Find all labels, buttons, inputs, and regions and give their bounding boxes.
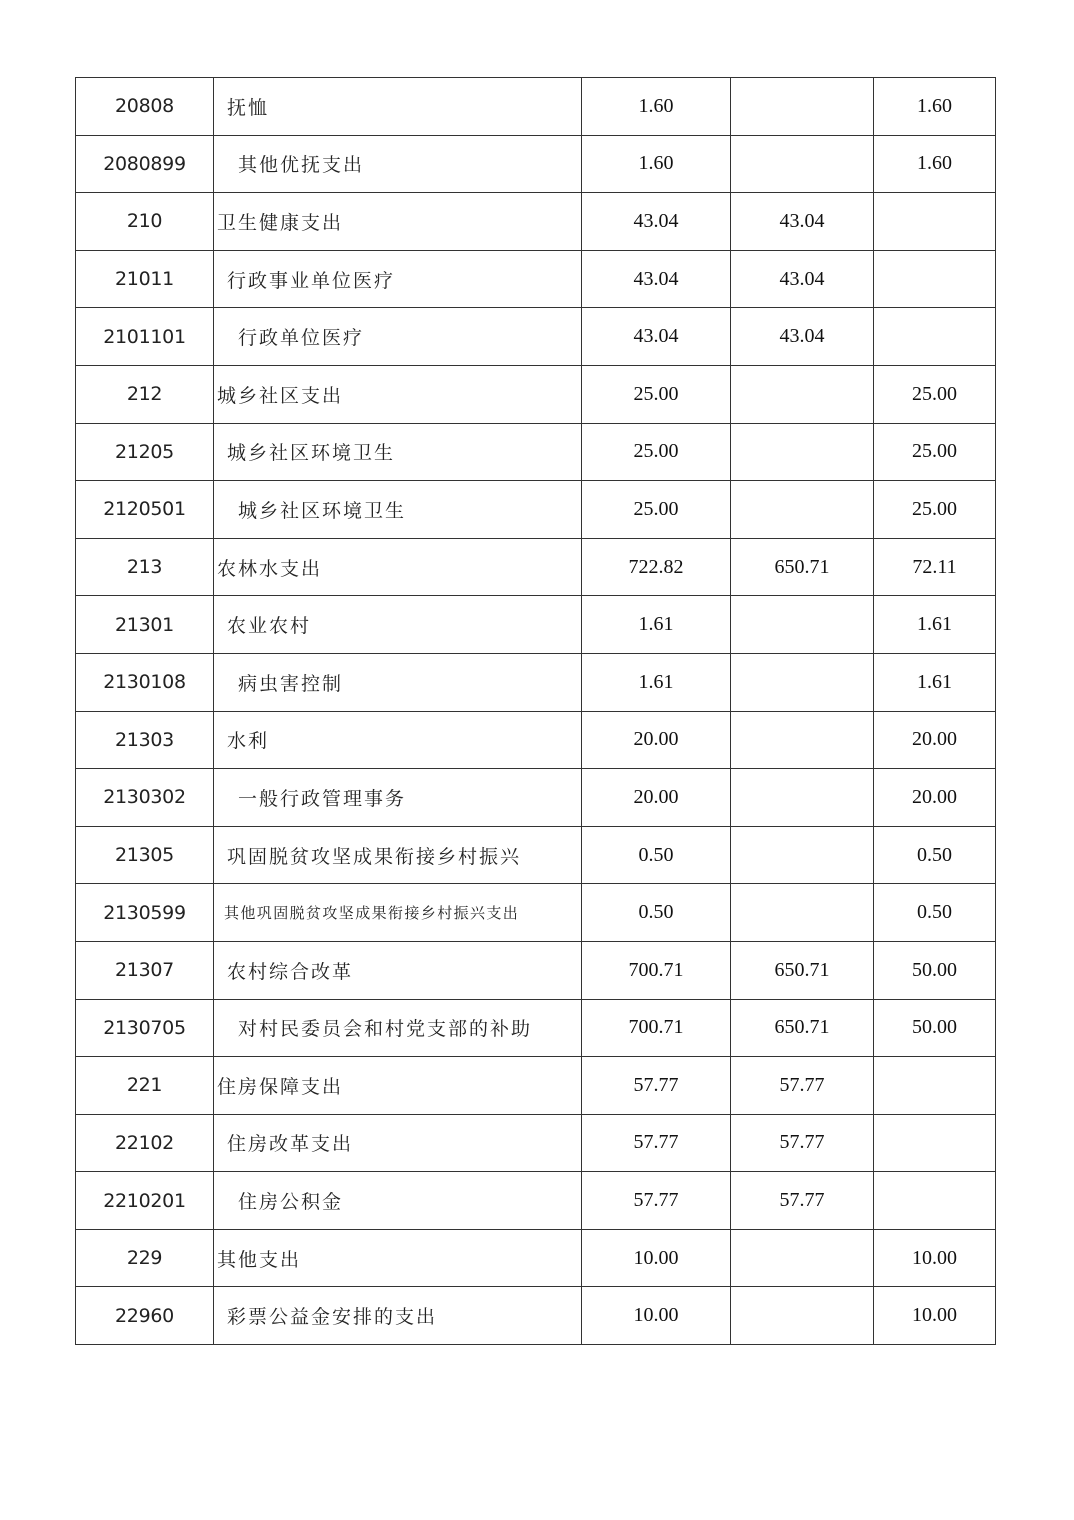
project-expense-cell: 20.00 xyxy=(874,711,996,769)
subject-code-cell: 21307 xyxy=(76,941,214,999)
table-row xyxy=(76,941,996,999)
project-expense-cell: 50.00 xyxy=(874,941,996,999)
subject-code-cell: 21205 xyxy=(76,423,214,481)
subject-name-cell: 其他巩固脱贫攻坚成果衔接乡村振兴支出 xyxy=(214,884,582,942)
subject-code-cell: 229 xyxy=(76,1229,214,1287)
project-expense-cell xyxy=(874,1114,996,1172)
total-amount-cell: 10.00 xyxy=(582,1229,731,1287)
table-row xyxy=(76,365,996,423)
total-amount-cell: 1.61 xyxy=(582,653,731,711)
basic-expense-cell: 650.71 xyxy=(731,999,874,1057)
table-row xyxy=(76,193,996,251)
subject-code-cell: 22960 xyxy=(76,1287,214,1345)
basic-expense-cell xyxy=(731,596,874,654)
total-amount-cell: 1.61 xyxy=(582,596,731,654)
subject-code-cell: 22102 xyxy=(76,1114,214,1172)
basic-expense-cell: 650.71 xyxy=(731,538,874,596)
budget-table-body xyxy=(76,78,996,1345)
total-amount-cell: 0.50 xyxy=(582,884,731,942)
table-row xyxy=(76,884,996,942)
project-expense-cell: 0.50 xyxy=(874,826,996,884)
table-row xyxy=(76,423,996,481)
subject-name-cell: 住房改革支出 xyxy=(214,1114,582,1172)
subject-code-cell: 20808 xyxy=(76,78,214,136)
project-expense-cell xyxy=(874,193,996,251)
table-row xyxy=(76,826,996,884)
total-amount-cell: 0.50 xyxy=(582,826,731,884)
basic-expense-cell: 57.77 xyxy=(731,1114,874,1172)
subject-code-cell: 221 xyxy=(76,1057,214,1115)
total-amount-cell: 57.77 xyxy=(582,1114,731,1172)
basic-expense-cell xyxy=(731,481,874,539)
project-expense-cell: 10.00 xyxy=(874,1287,996,1345)
subject-code-cell: 21305 xyxy=(76,826,214,884)
table-row xyxy=(76,1229,996,1287)
basic-expense-cell: 57.77 xyxy=(731,1057,874,1115)
total-amount-cell: 1.60 xyxy=(582,78,731,136)
subject-code-cell: 210 xyxy=(76,193,214,251)
basic-expense-cell xyxy=(731,884,874,942)
total-amount-cell: 700.71 xyxy=(582,999,731,1057)
basic-expense-cell: 43.04 xyxy=(731,193,874,251)
project-expense-cell: 72.11 xyxy=(874,538,996,596)
subject-name-cell: 行政单位医疗 xyxy=(214,308,582,366)
total-amount-cell: 1.60 xyxy=(582,135,731,193)
total-amount-cell: 700.71 xyxy=(582,941,731,999)
project-expense-cell xyxy=(874,1057,996,1115)
basic-expense-cell xyxy=(731,135,874,193)
table-row xyxy=(76,308,996,366)
table-row xyxy=(76,999,996,1057)
project-expense-cell: 0.50 xyxy=(874,884,996,942)
table-row xyxy=(76,596,996,654)
table-row xyxy=(76,538,996,596)
subject-code-cell: 2210201 xyxy=(76,1172,214,1230)
subject-name-cell: 农林水支出 xyxy=(214,538,582,596)
subject-name-cell: 其他优抚支出 xyxy=(214,135,582,193)
total-amount-cell: 10.00 xyxy=(582,1287,731,1345)
table-row xyxy=(76,135,996,193)
basic-expense-cell xyxy=(731,1287,874,1345)
basic-expense-cell xyxy=(731,711,874,769)
subject-code-cell: 2130599 xyxy=(76,884,214,942)
subject-name-cell: 病虫害控制 xyxy=(214,653,582,711)
total-amount-cell: 43.04 xyxy=(582,308,731,366)
subject-code-cell: 2130302 xyxy=(76,769,214,827)
subject-name-cell: 对村民委员会和村党支部的补助 xyxy=(214,999,582,1057)
table-row xyxy=(76,769,996,827)
subject-name-cell: 水利 xyxy=(214,711,582,769)
subject-name-cell: 行政事业单位医疗 xyxy=(214,250,582,308)
table-row xyxy=(76,1172,996,1230)
total-amount-cell: 25.00 xyxy=(582,365,731,423)
project-expense-cell: 1.60 xyxy=(874,78,996,136)
subject-code-cell: 212 xyxy=(76,365,214,423)
subject-name-cell: 卫生健康支出 xyxy=(214,193,582,251)
project-expense-cell: 20.00 xyxy=(874,769,996,827)
subject-name-cell: 其他支出 xyxy=(214,1229,582,1287)
basic-expense-cell xyxy=(731,365,874,423)
table-row xyxy=(76,78,996,136)
total-amount-cell: 722.82 xyxy=(582,538,731,596)
subject-code-cell: 2080899 xyxy=(76,135,214,193)
subject-code-cell: 21303 xyxy=(76,711,214,769)
subject-code-cell: 2120501 xyxy=(76,481,214,539)
table-row xyxy=(76,1057,996,1115)
subject-name-cell: 住房保障支出 xyxy=(214,1057,582,1115)
subject-name-cell: 城乡社区环境卫生 xyxy=(214,423,582,481)
table-row xyxy=(76,1287,996,1345)
subject-name-cell: 住房公积金 xyxy=(214,1172,582,1230)
basic-expense-cell xyxy=(731,769,874,827)
total-amount-cell: 20.00 xyxy=(582,711,731,769)
basic-expense-cell xyxy=(731,826,874,884)
total-amount-cell: 25.00 xyxy=(582,481,731,539)
subject-name-cell: 彩票公益金安排的支出 xyxy=(214,1287,582,1345)
project-expense-cell xyxy=(874,1172,996,1230)
project-expense-cell: 50.00 xyxy=(874,999,996,1057)
subject-code-cell: 2130705 xyxy=(76,999,214,1057)
subject-name-cell: 城乡社区环境卫生 xyxy=(214,481,582,539)
project-expense-cell: 25.00 xyxy=(874,423,996,481)
subject-code-cell: 2101101 xyxy=(76,308,214,366)
basic-expense-cell: 43.04 xyxy=(731,250,874,308)
project-expense-cell: 1.61 xyxy=(874,596,996,654)
project-expense-cell: 10.00 xyxy=(874,1229,996,1287)
total-amount-cell: 57.77 xyxy=(582,1057,731,1115)
subject-name-cell: 抚恤 xyxy=(214,78,582,136)
basic-expense-cell xyxy=(731,1229,874,1287)
project-expense-cell xyxy=(874,250,996,308)
table-row xyxy=(76,1114,996,1172)
subject-code-cell: 21301 xyxy=(76,596,214,654)
subject-name-cell: 农业农村 xyxy=(214,596,582,654)
project-expense-cell: 1.61 xyxy=(874,653,996,711)
total-amount-cell: 25.00 xyxy=(582,423,731,481)
basic-expense-cell: 650.71 xyxy=(731,941,874,999)
table-row xyxy=(76,653,996,711)
subject-name-cell: 一般行政管理事务 xyxy=(214,769,582,827)
total-amount-cell: 43.04 xyxy=(582,250,731,308)
project-expense-cell: 1.60 xyxy=(874,135,996,193)
total-amount-cell: 43.04 xyxy=(582,193,731,251)
basic-expense-cell xyxy=(731,78,874,136)
subject-code-cell: 213 xyxy=(76,538,214,596)
basic-expense-cell: 43.04 xyxy=(731,308,874,366)
project-expense-cell xyxy=(874,308,996,366)
table-row xyxy=(76,250,996,308)
project-expense-cell: 25.00 xyxy=(874,481,996,539)
basic-expense-cell: 57.77 xyxy=(731,1172,874,1230)
project-expense-cell: 25.00 xyxy=(874,365,996,423)
total-amount-cell: 20.00 xyxy=(582,769,731,827)
budget-table xyxy=(75,77,996,1345)
subject-code-cell: 2130108 xyxy=(76,653,214,711)
total-amount-cell: 57.77 xyxy=(582,1172,731,1230)
subject-code-cell: 21011 xyxy=(76,250,214,308)
basic-expense-cell xyxy=(731,423,874,481)
table-row xyxy=(76,711,996,769)
subject-name-cell: 农村综合改革 xyxy=(214,941,582,999)
subject-name-cell: 城乡社区支出 xyxy=(214,365,582,423)
table-row xyxy=(76,481,996,539)
subject-name-cell: 巩固脱贫攻坚成果衔接乡村振兴 xyxy=(214,826,582,884)
basic-expense-cell xyxy=(731,653,874,711)
